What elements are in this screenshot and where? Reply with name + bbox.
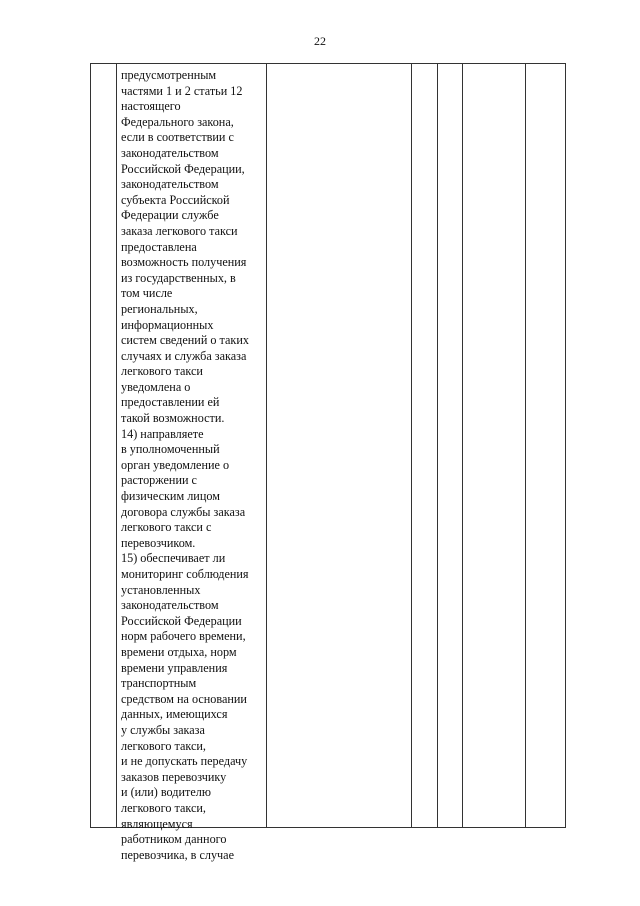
checklist-table xyxy=(90,63,566,862)
page-number: 22 xyxy=(314,34,326,48)
column-divider xyxy=(525,64,526,827)
column-divider xyxy=(462,64,463,827)
column-divider xyxy=(437,64,438,827)
column-divider xyxy=(116,64,117,827)
column-divider xyxy=(411,64,412,827)
requirement-cell-text: предусмотренным частями 1 и 2 статьи 12 настоящего Федерального закона, если в соответствии с законодательством Российской Федерации, законодательством субъекта Российской Федерации службе заказа легкового такси предоставлена возможность получения из государственных, в том числе региональных, информационных систем сведений о таких случаях и служба заказа легкового такси уведомлена о предоставлении ей такой возможности. 14) направляете в уполномоченный орган уведомление о расторжении с физическим лицом договора службы заказа легкового такси с перевозчиком. 15) обеспечивает ли мониторинг соблюдения установленных законодательством Российской Федерации норм рабочего времени, времени отдыха, норм времени управления транспортным средством на основании данных, имеющихся у службы заказа легкового такси, и не допускать передачу заказов перевозчику и (или) водителю легкового такси, являющемуся работником данного перевозчика, в случае xyxy=(121,68,249,862)
